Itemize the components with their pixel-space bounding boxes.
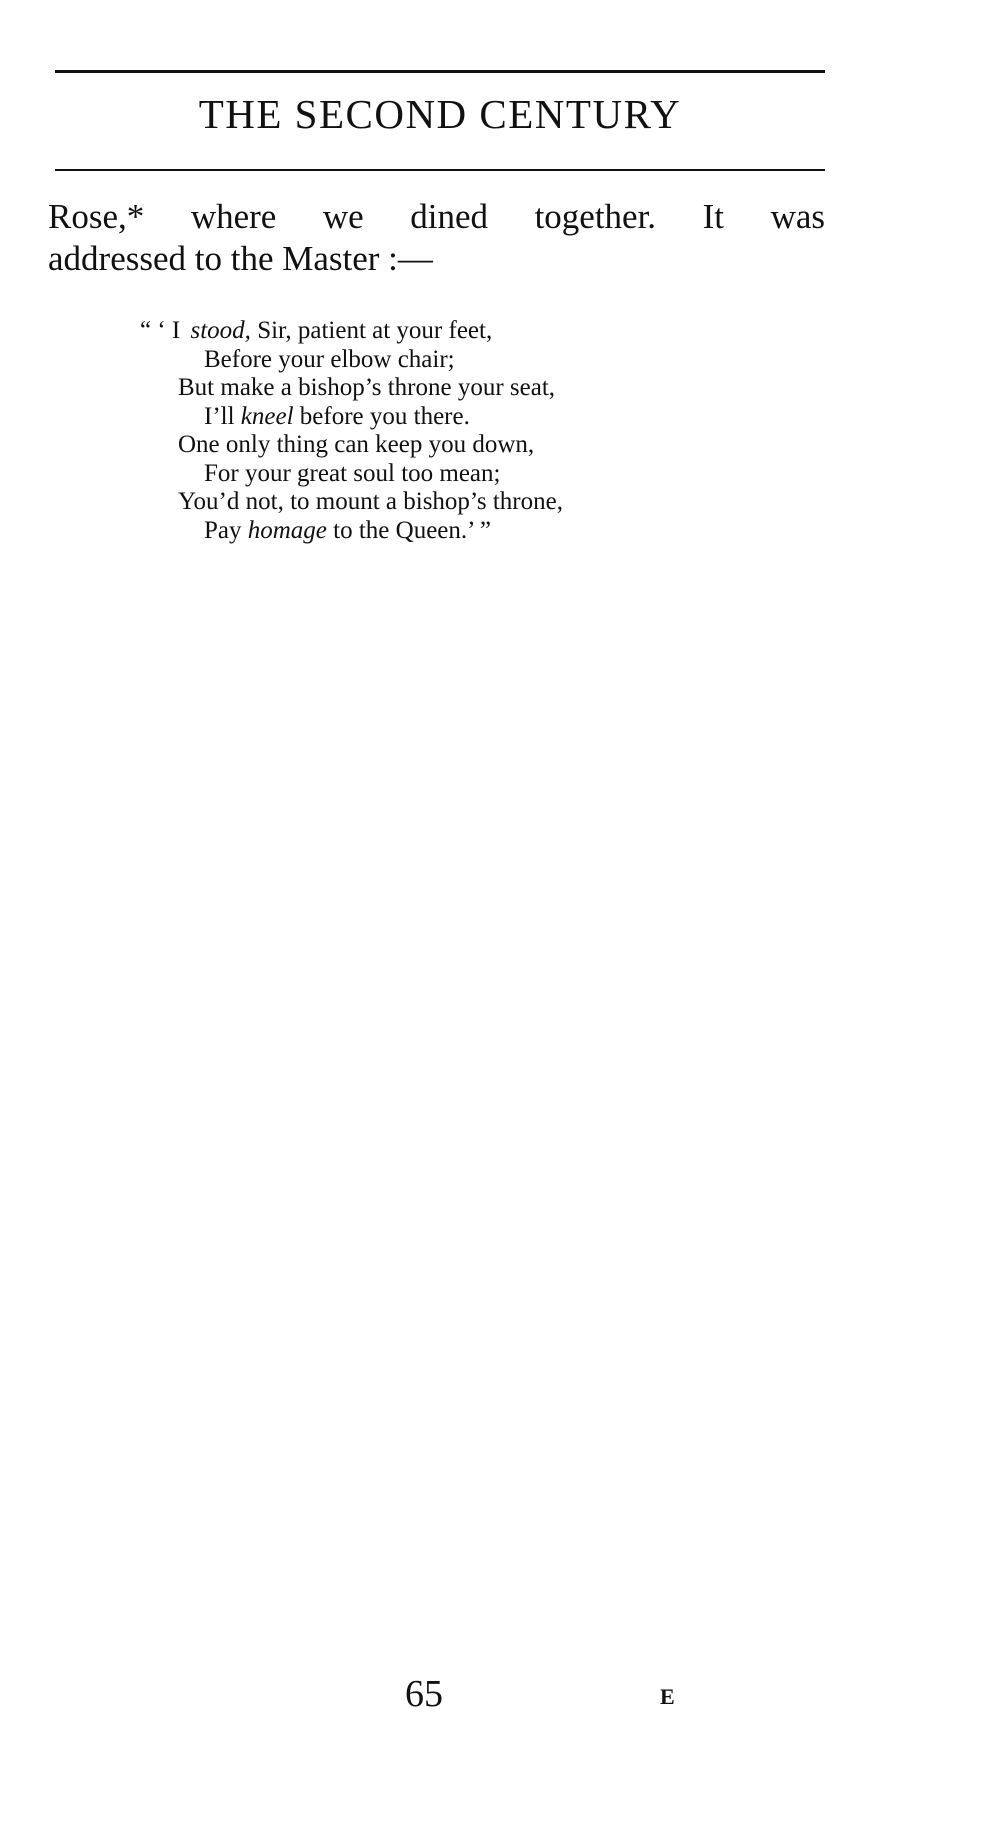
verse-line	[140, 517, 563, 546]
verse-line: Before your elbow chair;	[204, 345, 455, 373]
verse-text: I’ll	[204, 402, 241, 430]
verse-text: before you there.	[293, 402, 470, 430]
verse-opening-quote: “ ‘ I	[140, 317, 181, 344]
verse-italic-word: kneel	[240, 402, 294, 430]
running-head: THE SECOND CENTURY	[198, 91, 682, 137]
header-rule-top	[55, 70, 825, 73]
verse-line	[140, 317, 563, 346]
paragraph-line: addressed to the Master :—	[48, 239, 433, 278]
verse-text: to the Queen.’ ”	[326, 516, 491, 544]
paragraph-line: Rose,* where we dined together. It was	[48, 197, 825, 236]
verse-quotation	[140, 317, 563, 545]
verse-line: One only thing can keep you down,	[178, 431, 535, 458]
verse-line: For your great soul too mean;	[204, 459, 501, 487]
header-rule-bottom	[55, 169, 825, 171]
verse-italic-word: stood,	[190, 317, 251, 344]
verse-italic-word: homage	[247, 516, 327, 544]
verse-line: But make a bishop’s throne your seat,	[178, 374, 556, 401]
verse-line: You’d not, to mount a bishop’s throne,	[178, 488, 563, 515]
body-paragraph	[48, 196, 825, 280]
signature-mark: E	[660, 1684, 675, 1709]
verse-text: Pay	[204, 516, 248, 544]
page-number: 65	[405, 1673, 443, 1715]
verse-text: Sir, patient at your feet,	[250, 317, 493, 344]
verse-line	[140, 403, 563, 432]
